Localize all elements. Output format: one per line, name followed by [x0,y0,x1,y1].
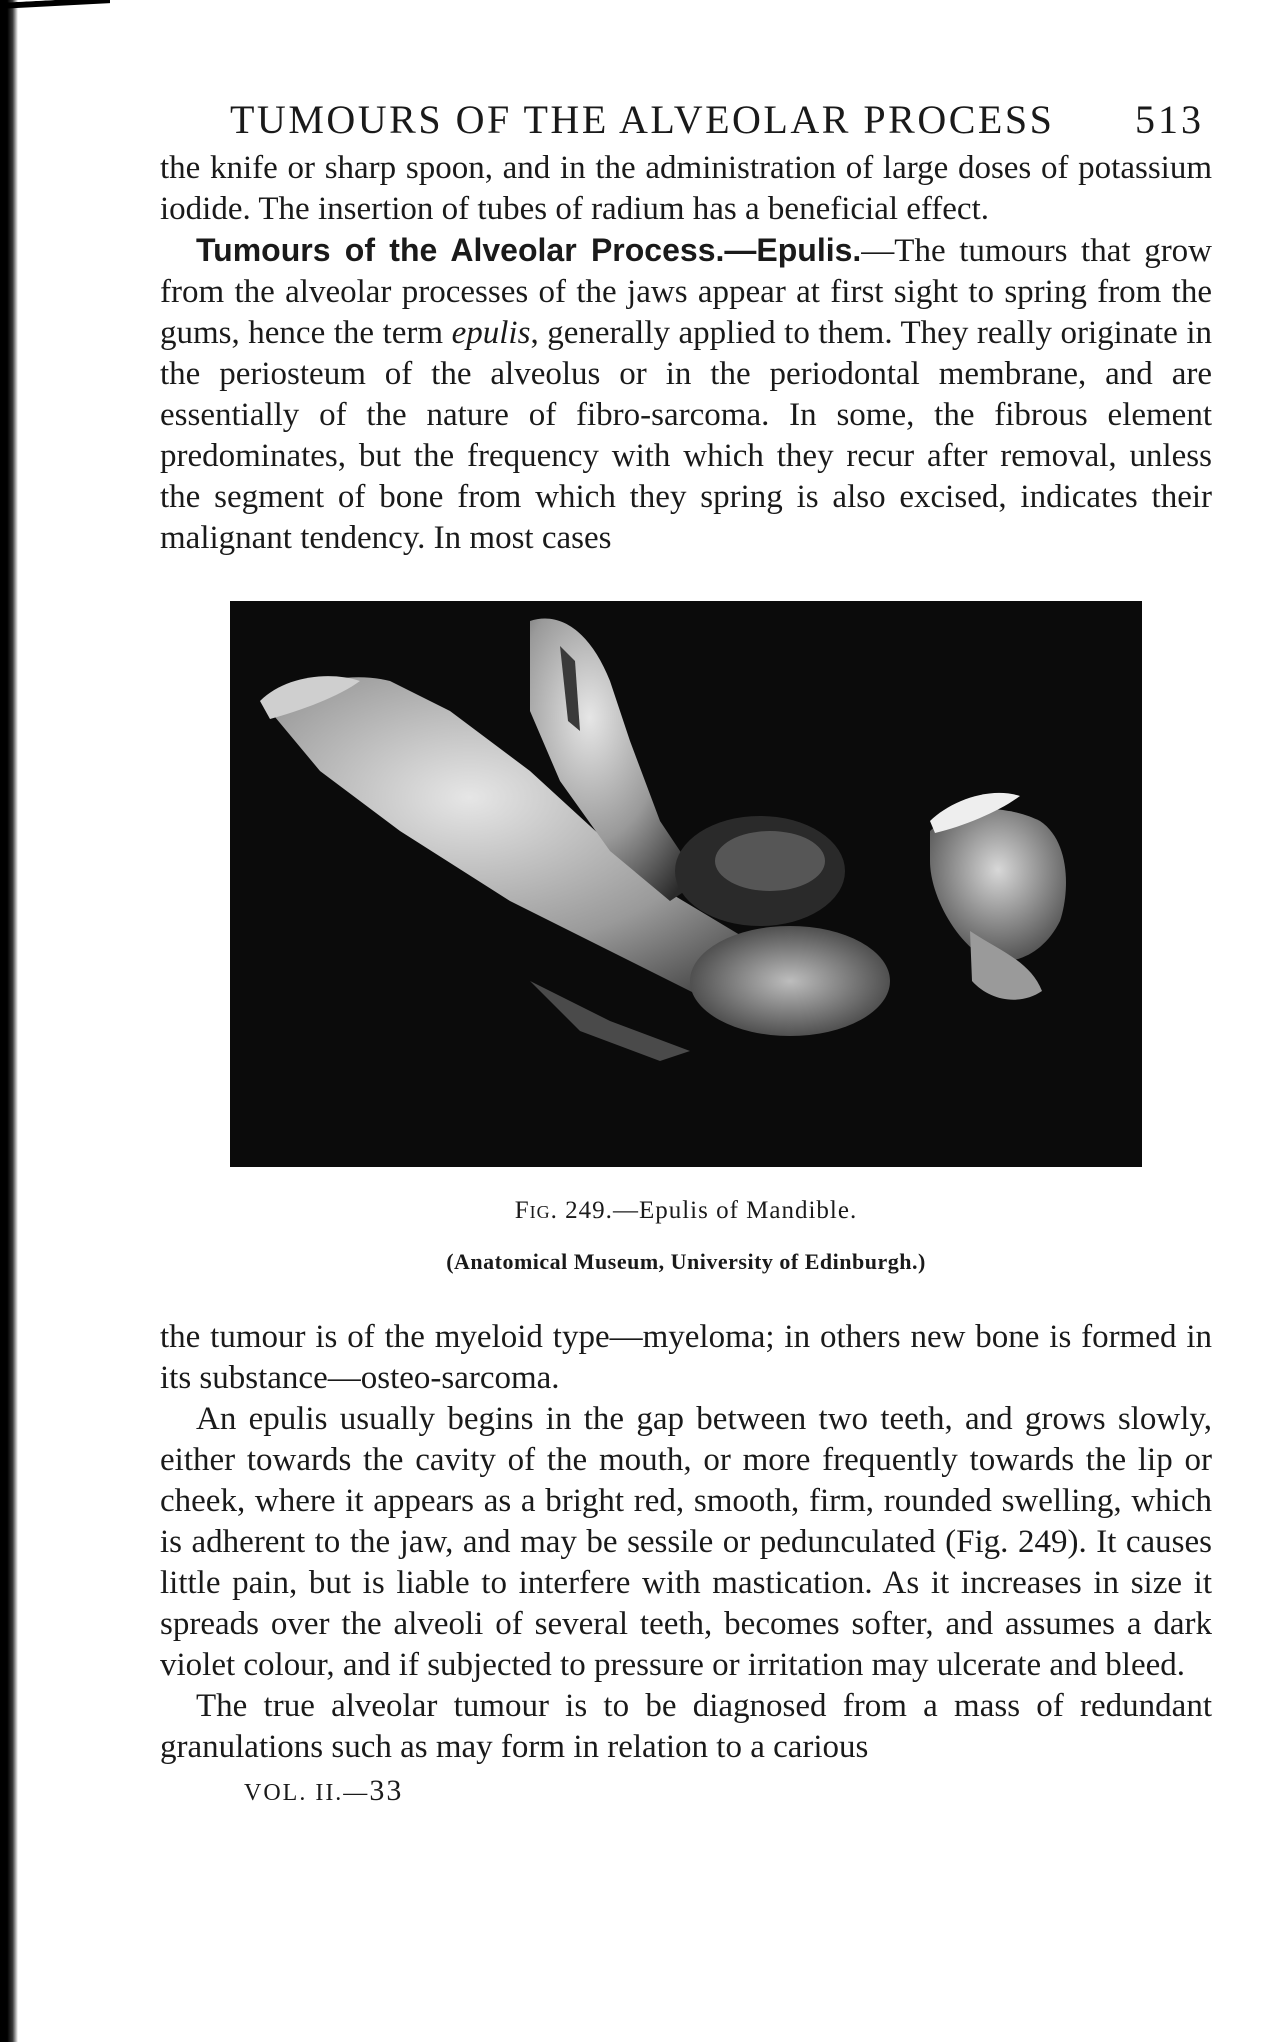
running-head [160,88,1212,148]
term-epulis: epulis [451,315,531,351]
running-head-title: TUMOURS OF THE ALVEOLAR PROCESS [230,97,1055,142]
paragraph-myeloma: the tumour is of the myeloid type—myeloma; in others new bone is formed in its substance—osteo-sarcoma. [160,1319,1212,1396]
figure-caption-text: —Epulis of Mandible. [612,1197,858,1224]
paragraph-diagnosis: The true alveolar tumour is to be diagnosed from a mass of redundant granulations such as may form in relation to a carious [160,1688,1212,1765]
paragraph-epulis-course: An epulis usually begins in the gap between two teeth, and grows slowly, either towards the cavity of the mouth, or more frequently towards the lip or cheek, where it appears as a bright red, smooth, firm, rounded swelling, which is adherent to the jaw, and may be sessile or pedunculated (Fig. 249). It causes little pain, but is liable to interfere with mastication. As it increases in size it spreads over the alveoli of several teeth, becomes softer, and assumes a dark violet colour, and if subjected to pressure or irritation may ulcerate and bleed. [160,1401,1212,1683]
figure-source: (Anatomical Museum, University of Edinburgh.) [446,1249,926,1274]
binding-edge [0,0,18,2042]
paragraph-epulis [160,230,1212,559]
page-number: 513 [1135,97,1204,142]
signature-volume: VOL. II.— [244,1780,370,1806]
figure-caption [160,1197,1212,1225]
figure-249 [160,601,1212,1275]
signature-number: 33 [369,1774,404,1807]
paragraph-epulis-text-b: , generally applied to them. They really originate in the periosteum of the alveolus or in the periodontal membrane, and are essentially of the nature of fibro-sarcoma. In some, the fibrous element predominates, but the frequency with which they recur after removal, unless the segment of bone from which they spring is also excised, indicates their malignant tendency. In most cases [160,315,1212,556]
paragraph-continued: the knife or sharp spoon, and in the administration of large doses of potassium iodide. The insertion of tubes of radium has a beneficial effect. [160,150,1212,227]
paragraph-epulis-text-a: —The tumours that grow from the alveolar processes of the jaws appear at first sight to spring from the gums, hence the term [160,233,1213,351]
epulis-photograph [230,601,1142,1167]
book-page [160,88,1212,1808]
section-heading: Tumours of the Alveolar Process.—Epulis. [196,232,862,268]
signature-mark [244,1774,1212,1808]
figure-label: Fig. 249. [514,1197,613,1224]
binding-curl [0,0,110,33]
body-text [160,148,1212,559]
body-text-continued [160,1317,1212,1768]
